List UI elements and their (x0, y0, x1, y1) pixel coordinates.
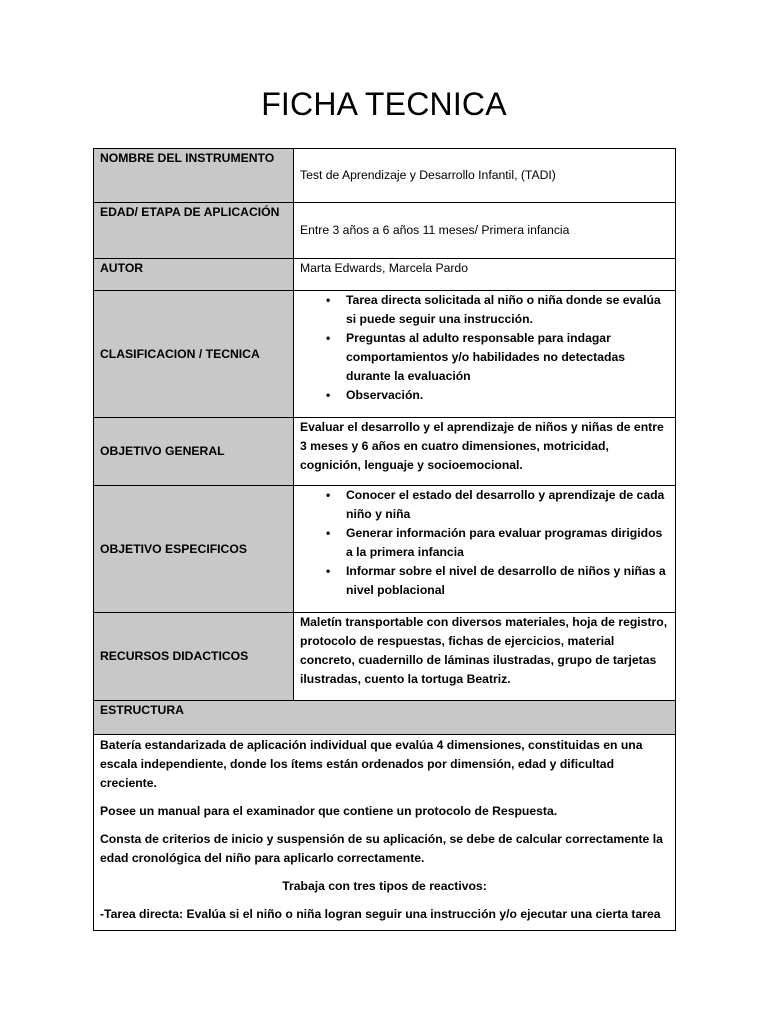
estructura-paragraph: Posee un manual para el examinador que contiene un protocolo de Respuesta. (100, 804, 558, 818)
row-autor (94, 259, 676, 291)
estructura-paragraph: Trabaja con tres tipos de reactivos: (282, 879, 487, 893)
row-estructura-header (94, 701, 676, 735)
row-estructura-body (94, 735, 676, 931)
list-item: • Observación. (346, 386, 669, 405)
bullet-icon: • (326, 564, 331, 578)
row-clasificacion (94, 291, 676, 418)
label-edad: EDAD/ ETAPA DE APLICACIÓN (94, 203, 294, 259)
bullet-icon: • (326, 488, 331, 502)
technical-sheet-table (93, 148, 676, 931)
label-objetivo-especificos: OBJETIVO ESPECIFICOS (94, 486, 294, 613)
row-recursos (94, 613, 676, 701)
list-item: • Conocer el estado del desarrollo y aprendizaje de cada niño y niña (326, 488, 665, 521)
row-edad (94, 203, 676, 259)
row-nombre (94, 149, 676, 203)
bullet-icon: • (326, 331, 331, 345)
value-edad: Entre 3 años a 6 años 11 meses/ Primera infancia (294, 203, 676, 259)
label-autor: AUTOR (94, 259, 294, 291)
label-recursos: RECURSOS DIDACTICOS (94, 613, 294, 701)
estructura-content (94, 735, 676, 931)
bullet-icon: • (326, 293, 331, 307)
row-objetivo-general (94, 418, 676, 486)
label-clasificacion: CLASIFICACION / TECNICA (94, 291, 294, 418)
list-item: • Generar información para evaluar programas dirigidos a la primera infancia (326, 526, 663, 559)
clasificacion-list (300, 291, 669, 405)
value-recursos: Maletín transportable con diversos materiales, hoja de registro, protocolo de respuestas, fichas de ejercicios, material concreto, cuadernillo de láminas ilustradas, grupo de tarjetas ilustradas, cuento la tortuga Beatriz. (294, 613, 676, 701)
label-objetivo-general: OBJETIVO GENERAL (94, 418, 294, 486)
label-estructura: ESTRUCTURA (94, 701, 676, 735)
value-autor: Marta Edwards, Marcela Pardo (294, 259, 676, 291)
value-clasificacion (294, 291, 676, 418)
list-item: • Informar sobre el nivel de desarrollo de niños y niñas a nivel poblacional (326, 564, 666, 597)
bullet-icon: • (326, 388, 331, 402)
value-objetivo-general: Evaluar el desarrollo y el aprendizaje de niños y niñas de entre 3 meses y 6 años en cuatro dimensiones, motricidad, cognición, lenguaje y socioemocional. (294, 418, 676, 486)
value-objetivo-especificos (294, 486, 676, 613)
bullet-icon: • (326, 526, 331, 540)
objetivos-list (300, 486, 669, 600)
label-nombre: NOMBRE DEL INSTRUMENTO (94, 149, 294, 203)
estructura-paragraph: Consta de criterios de inicio y suspensión de su aplicación, se debe de calcular correctamente la edad cronológica del niño para aplicarlo correctamente. (100, 832, 663, 865)
value-nombre: Test de Aprendizaje y Desarrollo Infantil, (TADI) (294, 149, 676, 203)
estructura-paragraph: -Tarea directa: Evalúa si el niño o niña logran seguir una instrucción y/o ejecutar una cierta tarea (100, 907, 661, 921)
list-item: • Tarea directa solicitada al niño o niña donde se evalúa si puede seguir una instrucción. (326, 293, 661, 326)
row-objetivo-especificos (94, 486, 676, 613)
estructura-paragraph: Batería estandarizada de aplicación individual que evalúa 4 dimensiones, constituidas en una escala independiente, donde los ítems están ordenados por dimensión, edad y dificultad creciente. (100, 738, 643, 790)
list-item: • Preguntas al adulto responsable para indagar comportamientos y/o habilidades no detectadas durante la evaluación (326, 331, 626, 383)
document-title: FICHA TECNICA (261, 86, 507, 122)
